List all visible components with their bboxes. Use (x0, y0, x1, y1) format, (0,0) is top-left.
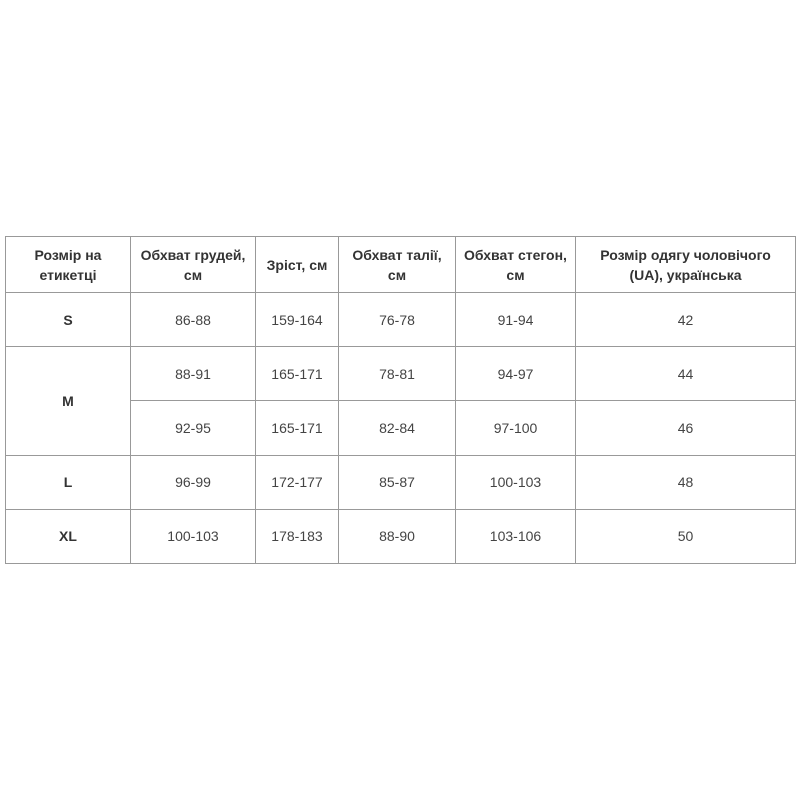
ua-size-cell: 46 (576, 401, 796, 455)
ua-size-cell: 44 (576, 347, 796, 401)
hips-cell: 103-106 (456, 509, 576, 563)
waist-cell: 76-78 (339, 293, 456, 347)
table-row (6, 293, 796, 347)
ua-size-cell: 50 (576, 509, 796, 563)
hips-cell: 100-103 (456, 455, 576, 509)
header-ua-size: Розмір одягу чоловічого (UA), українська (576, 237, 796, 293)
header-waist: Обхват талії, см (339, 237, 456, 293)
waist-cell: 78-81 (339, 347, 456, 401)
size-cell: XL (6, 509, 131, 563)
height-cell: 165-171 (256, 347, 339, 401)
table-row (6, 509, 796, 563)
waist-cell: 82-84 (339, 401, 456, 455)
chest-cell: 86-88 (131, 293, 256, 347)
waist-cell: 88-90 (339, 509, 456, 563)
chest-cell: 88-91 (131, 347, 256, 401)
height-cell: 165-171 (256, 401, 339, 455)
header-height: Зріст, см (256, 237, 339, 293)
header-hips: Обхват стегон, см (456, 237, 576, 293)
hips-cell: 97-100 (456, 401, 576, 455)
header-chest: Обхват грудей, см (131, 237, 256, 293)
height-cell: 178-183 (256, 509, 339, 563)
chest-cell: 92-95 (131, 401, 256, 455)
height-cell: 159-164 (256, 293, 339, 347)
hips-cell: 91-94 (456, 293, 576, 347)
waist-cell: 85-87 (339, 455, 456, 509)
height-cell: 172-177 (256, 455, 339, 509)
header-size-label: Розмір на етикетці (6, 237, 131, 293)
table-row (6, 455, 796, 509)
size-cell: L (6, 455, 131, 509)
ua-size-cell: 48 (576, 455, 796, 509)
size-chart-table (5, 236, 796, 564)
table-row (6, 347, 796, 401)
table-header-row (6, 237, 796, 293)
hips-cell: 94-97 (456, 347, 576, 401)
chest-cell: 96-99 (131, 455, 256, 509)
size-cell: S (6, 293, 131, 347)
chest-cell: 100-103 (131, 509, 256, 563)
ua-size-cell: 42 (576, 293, 796, 347)
size-cell: M (6, 347, 131, 455)
